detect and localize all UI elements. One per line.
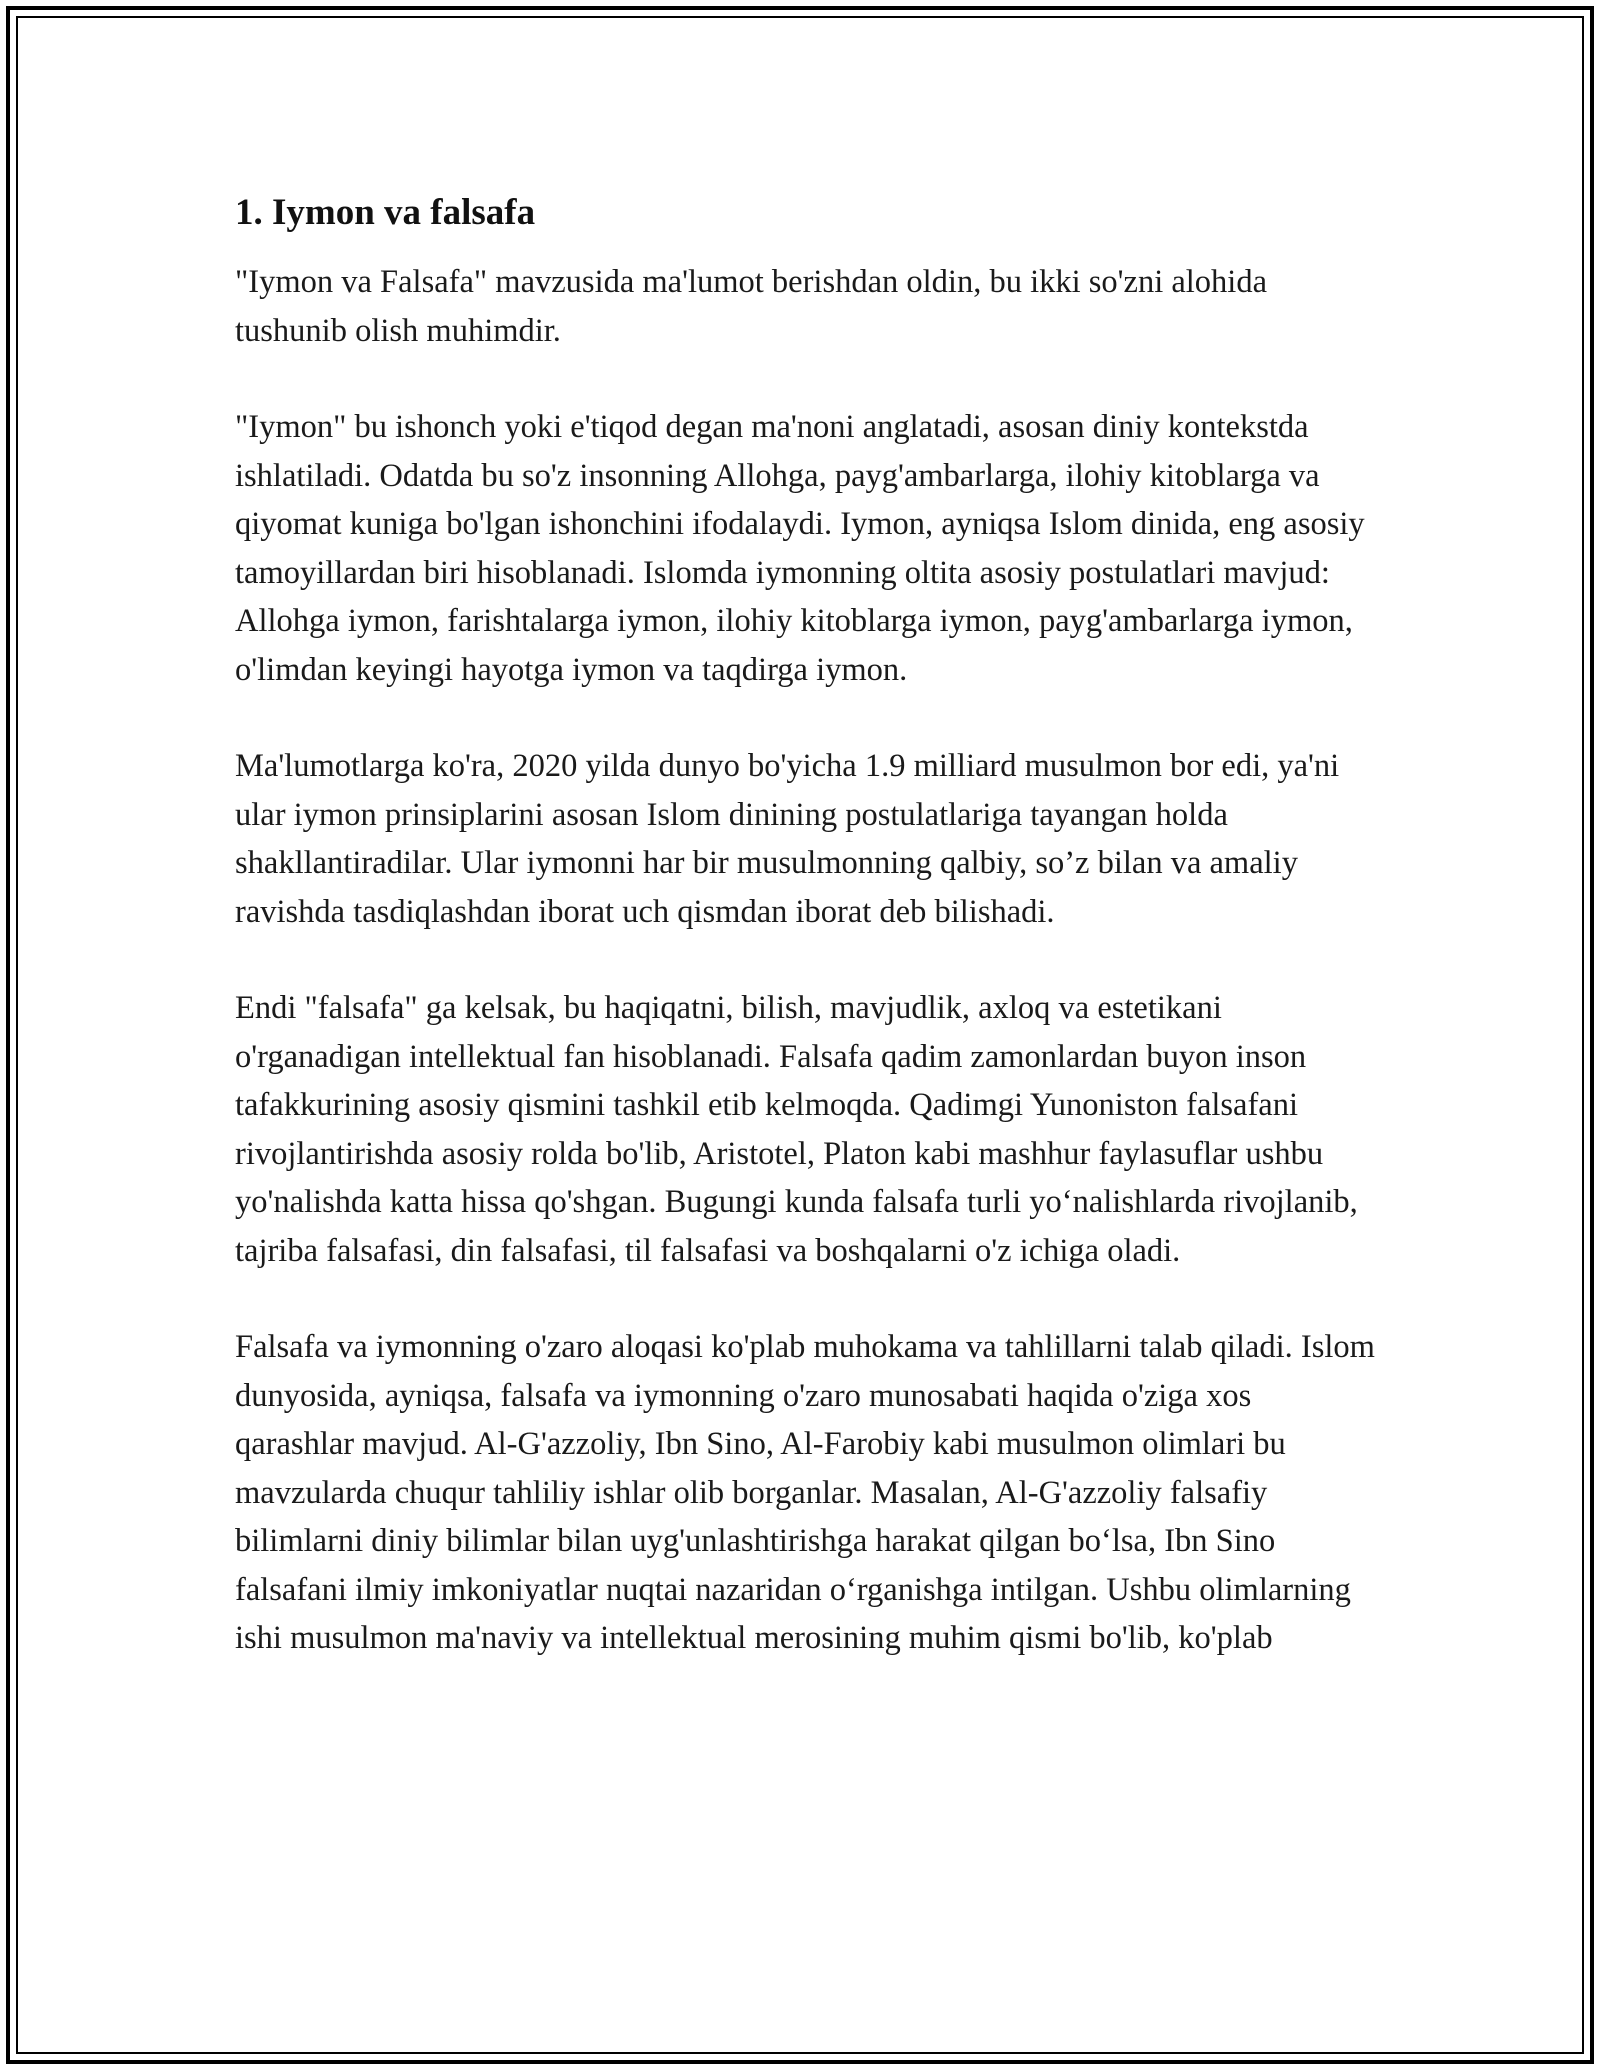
paragraph-iymon-definition: "Iymon" bu ishonch yoki e'tiqod degan ma'noni anglatadi, asosan diniy kontekstda ishlatiladi. Odatda bu so'z insonning Allohga, payg'ambarlarga, ilohiy kitoblarga va qiyomat kuniga bo'lgan ishonchini ifodalaydi. Iymon, ayniqsa Islom dinida, eng asosiy tamoyillardan biri hisoblanadi. Islomda iymonning oltita asosiy postulatlari mavjud: Allohga iymon, farishtalarga iymon, ilohiy kitoblarga iymon, payg'ambarlarga iymon, o'limdan keyingi hayotga iymon va taqdirga iymon. — [235, 409, 1365, 688]
section-heading: 1. Iymon va falsafa — [235, 192, 536, 233]
paragraph-intro: "Iymon va Falsafa" mavzusida ma'lumot berishdan oldin, bu ikki so'zni alohida tushunib olish muhimdir. — [235, 264, 1268, 349]
paragraph-falsafa-definition: Endi "falsafa" ga kelsak, bu haqiqatni, bilish, mavjudlik, axloq va estetikani o'rganadigan intellektual fan hisoblanadi. Falsafa qadim zamonlardan buyon inson tafakkurining asosiy qismini tashkil etib kelmoqda. Qadimgi Yunoniston falsafani rivojlantirishda asosiy rolda bo'lib, Aristotel, Platon kabi mashhur faylasuflar ushbu yo'nalishda katta hissa qo'shgan. Bugungi kunda falsafa turli yo‘nalishlarda rivojlanib, tajriba falsafasi, din falsafasi, til falsafasi va boshqalarni o'z ichiga oladi. — [235, 990, 1358, 1269]
document-body — [235, 190, 1375, 1711]
paragraph-muslim-statistics: Ma'lumotlarga ko'ra, 2020 yilda dunyo bo'yicha 1.9 milliard musulmon bor edi, ya'ni ular iymon prinsiplarini asosan Islom dinining postulatlariga tayangan holda shakllantiradilar. Ular iymonni har bir musulmonning qalbiy, so’z bilan va amaliy ravishda tasdiqlashdan iborat uch qismdan iborat deb bilishadi. — [235, 748, 1340, 930]
paragraph-relationship: Falsafa va iymonning o'zaro aloqasi ko'plab muhokama va tahlillarni talab qiladi. Islom dunyosida, ayniqsa, falsafa va iymonning o'zaro munosabati haqida o'ziga xos qarashlar mavjud. Al-G'azzoliy, Ibn Sino, Al-Farobiy kabi musulmon olimlari bu mavzularda chuqur tahliliy ishlar olib borganlar. Masalan, Al-G'azzoliy falsafiy bilimlarni diniy bilimlar bilan uyg'unlashtirishga harakat qilgan bo‘lsa, Ibn Sino falsafani ilmiy imkoniyatlar nuqtai nazaridan o‘rganishga intilgan. Ushbu olimlarning ishi musulmon ma'naviy va intellektual merosining muhim qismi bo'lib, ko'plab — [235, 1329, 1375, 1656]
